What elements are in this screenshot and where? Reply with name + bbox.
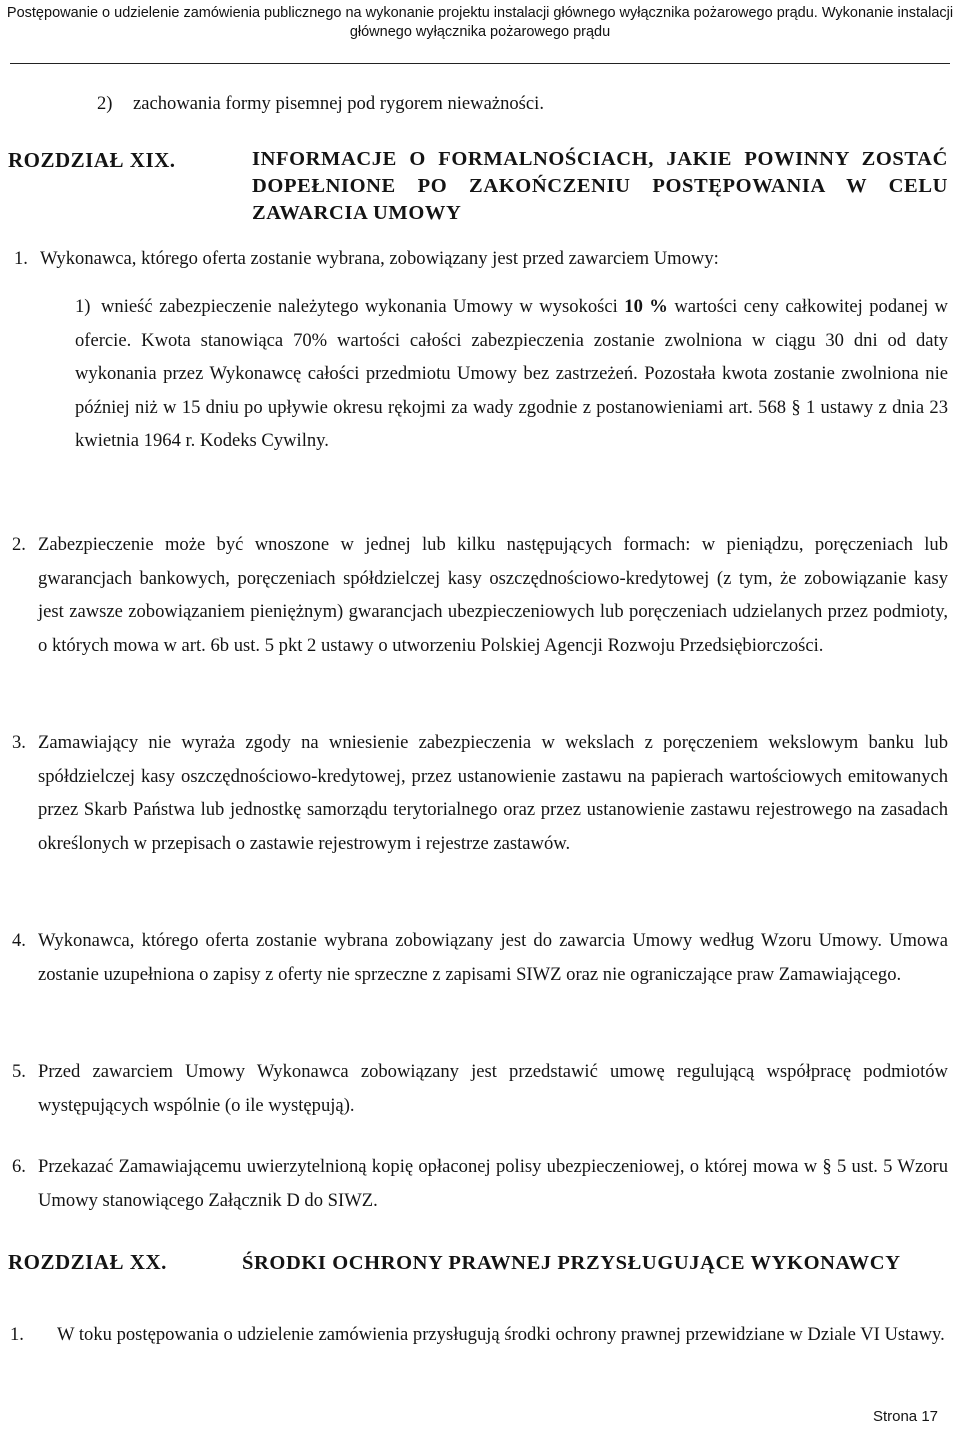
item-number: 2) xyxy=(97,93,113,114)
item-number: 6. xyxy=(12,1156,26,1177)
subitem-text xyxy=(75,290,948,458)
item-text: Zamawiający nie wyraża zgody na wniesienie zabezpieczenia w wekslach z poręczeniem wekslowym banku lub spółdzielczej kasy oszczędnościowo-kredytowej, przez ustanowienie zastawu na papierach wartościowych emitowanych przez Skarb Państwa lub jednostkę samorządu terytorialnego oraz przez ustanowienie zastawu rejestrowego na zasadach określonych w przepisach o zastawie rejestrowym i rejestrze zastawów. xyxy=(38,732,948,854)
chapter-title: INFORMACJE O FORMALNOŚCIACH, JAKIE POWINNY ZOSTAĆ DOPEŁNIONE PO ZAKOŃCZENIU POSTĘPOWANIA W CELU ZAWARCIA UMOWY xyxy=(252,148,948,224)
subitem-number: 1) xyxy=(75,296,91,317)
chapter-label: ROZDZIAŁ XX. xyxy=(8,1250,167,1274)
item-text: Wykonawca, którego oferta zostanie wybrana zobowiązany jest do zawarcia Umowy według Wzoru Umowy. Umowa zostanie uzupełniona o zapisy z oferty nie sprzeczne z zapisami SIWZ oraz nie ograniczające praw Zamawiającego. xyxy=(38,930,948,985)
item-text: zachowania formy pisemnej pod rygorem nieważności. xyxy=(133,93,544,114)
running-header: Postępowanie o udzielenie zamówienia publicznego na wykonanie projektu instalacji głównego wyłącznika pożarowego prądu. Wykonanie instalacji głównego wyłącznika pożarowego prądu xyxy=(6,5,954,40)
item-text: W toku postępowania o udzielenie zamówienia przysługują środki ochrony prawnej przewidziane w Dziale VI Ustawy. xyxy=(57,1324,945,1345)
item-number: 3. xyxy=(12,732,26,753)
chapter-title: ŚRODKI OCHRONY PRAWNEJ PRZYSŁUGUJĄCE WYKONAWCY xyxy=(242,1252,901,1274)
item-text: Przekazać Zamawiającemu uwierzytelnioną kopię opłaconej polisy ubezpieczeniowej, o której mowa w § 5 ust. 5 Wzoru Umowy stanowiącego Załącznik D do SIWZ. xyxy=(38,1156,948,1211)
header-divider xyxy=(10,63,950,64)
item-text: Przed zawarciem Umowy Wykonawca zobowiązany jest przedstawić umowę regulującą współpracę podmiotów występujących wspólnie (o ile występują). xyxy=(38,1061,948,1116)
subitem-text-before: wnieść zabezpieczenie należytego wykonania Umowy w wysokości xyxy=(101,296,618,317)
page-number: Strona 17 xyxy=(872,1408,938,1425)
subitem-text-after: wartości ceny całkowitej podanej w ofercie. Kwota stanowiąca 70% wartości całości zabezpieczenia zostanie zwolniona w ciągu 30 dni od daty wykonania przez Wykonawcę całości przedmiotu Umowy bez zastrzeżeń. Pozostała kwota zostanie zwolniona nie później niż w 15 dniu po upływie okresu rękojmi za wady zgodnie z postanowieniami art. 568 § 1 ustawy z dnia 23 kwietnia 1964 r. Kodeks Cywilny. xyxy=(75,296,948,451)
item-text: Zabezpieczenie może być wnoszone w jednej lub kilku następujących formach: w pieniądzu, poręczeniach lub gwarancjach bankowych, poręczeniach spółdzielczej kasy oszczędnościowo-kredytowej (z tym, że zobowiązanie kasy jest zawsze zobowiązaniem pieniężnym) gwarancjach ubezpieczeniowych lub poręczeniach udzielanych przez podmioty, o których mowa w art. 6b ust. 5 pkt 2 ustawy o utworzeniu Polskiej Agencji Rozwoju Przedsiębiorczości. xyxy=(38,534,948,656)
item-number: 4. xyxy=(12,930,26,951)
item-number: 1. xyxy=(14,248,28,269)
item-text: Wykonawca, którego oferta zostanie wybrana, zobowiązany jest przed zawarciem Umowy: xyxy=(40,248,719,269)
guarantee-percentage: 10 % xyxy=(624,296,668,317)
item-number: 1. xyxy=(10,1324,24,1345)
chapter-label: ROZDZIAŁ XIX. xyxy=(8,148,176,172)
item-number: 2. xyxy=(12,534,26,555)
item-number: 5. xyxy=(12,1061,26,1082)
